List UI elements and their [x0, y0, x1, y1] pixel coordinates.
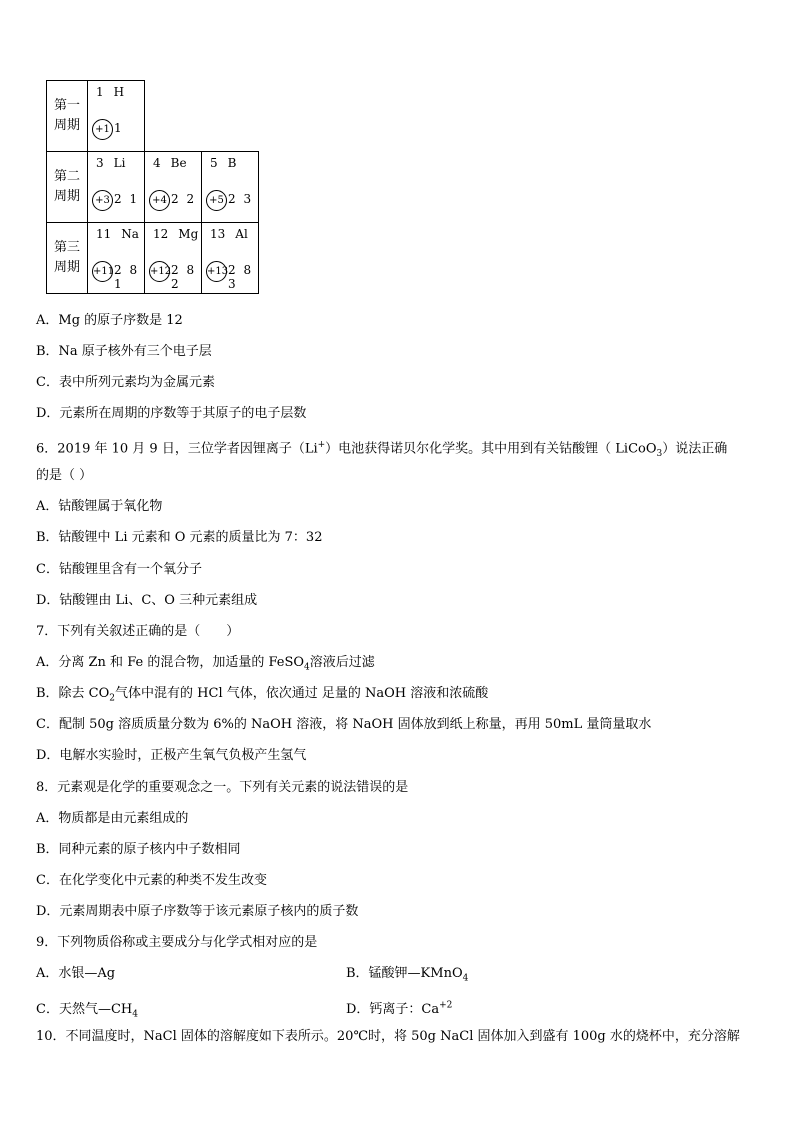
q9-options-row2	[36, 998, 452, 1023]
q5-option-c: C．表中所列元素均为金属元素	[36, 375, 215, 390]
q8-stem: 8．元素观是化学的重要观念之一。下列有关元素的说法错误的是	[36, 780, 409, 795]
q9-option-a: A．水银—Ag	[36, 966, 116, 981]
q9-option-d: D．钙离子：$Ca^{+2}$	[346, 1001, 453, 1018]
nucleus-icon: +5	[206, 190, 227, 211]
q7-option-a: A．分离 Zn 和 Fe 的混合物，加适量的 FeSO$_4$溶液后过滤	[36, 655, 375, 673]
q9-stem: 9．下列物质俗称或主要成分与化学式相对应的是	[36, 935, 318, 950]
nucleus-icon: +1	[92, 119, 113, 140]
nucleus-icon: +4	[149, 190, 170, 211]
element-cell-b: 5 B +5 2 3	[202, 152, 259, 223]
q5-option-a: A．Mg 的原子序数是 12	[36, 313, 183, 328]
element-cell-li: 3 Li +3 2 1	[88, 152, 145, 223]
q9-options-row1	[36, 966, 468, 987]
q8-option-c: C．在化学变化中元素的种类不发生改变	[36, 873, 267, 888]
q8-option-d: D．元素周期表中原子序数等于该元素原子核内的质子数	[36, 904, 359, 919]
q7-option-b: B．除去 $CO_2$气体中混有的 HCl 气体，依次通过 足量的 NaOH 溶液和浓硫酸	[36, 686, 489, 704]
q7-option-c: C．配制 50g 溶质质量分数为 6%的 NaOH 溶液，将 NaOH 固体放到纸上称量，再用 50mL 量筒量取水	[36, 717, 652, 732]
q6-stem-cont: 的是（ ）	[36, 468, 93, 483]
element-cell-mg: 12 Mg +12 2 8 2	[145, 223, 202, 294]
q6-option-b: B．钴酸锂中 Li 元素和 O 元素的质量比为 7：32	[36, 530, 323, 545]
q5-option-d: D．元素所在周期的序数等于其原子的电子层数	[36, 406, 307, 421]
q6-option-d: D．钴酸锂由 Li、C、O 三种元素组成	[36, 593, 258, 608]
nucleus-icon: +3	[92, 190, 113, 211]
period-label: 第二 周期	[47, 152, 88, 223]
nucleus-icon: +11	[92, 261, 113, 282]
periodic-table	[46, 80, 259, 294]
q7-stem: 7．下列有关叙述正确的是（ ）	[36, 624, 240, 639]
element-cell-na: 11 Na +11 2 8 1	[88, 223, 145, 294]
nucleus-icon: +12	[149, 261, 170, 282]
q7-option-d: D．电解水实验时，正极产生氧气负极产生氢气	[36, 748, 307, 763]
q6-option-a: A．钴酸锂属于氧化物	[36, 499, 163, 514]
q9-option-b: B．锰酸钾—KMnO$_4$	[346, 966, 469, 984]
nucleus-icon: +13	[206, 261, 227, 282]
q8-option-b: B．同种元素的原子核内中子数相同	[36, 842, 241, 857]
period-label: 第一 周期	[47, 81, 88, 152]
q5-option-b: B．Na 原子核外有三个电子层	[36, 344, 212, 359]
q10-stem: 10．不同温度时，NaCl 固体的溶解度如下表所示。20℃时，将 50g NaCl 固体加入到盛有 100g 水的烧杯中，充分溶解	[36, 1029, 740, 1044]
q6-option-c: C．钴酸锂里含有一个氧分子	[36, 562, 202, 577]
element-cell-be: 4 Be +4 2 2	[145, 152, 202, 223]
q9-option-c: C．天然气$—CH_4$	[36, 1002, 138, 1020]
period-label: 第三 周期	[47, 223, 88, 294]
element-cell-h: 1 H +1 1	[88, 81, 145, 152]
q8-option-a: A．物质都是由元素组成的	[36, 811, 189, 826]
q6-stem: 6．2019 年 10 月 9 日，三位学者因锂离子（Li+）电池获得诺贝尔化学奖。其中用到有关钴酸锂（ LiCoO$_3$）说法正确	[36, 440, 728, 459]
element-cell-al: 13 Al +13 2 8 3	[202, 223, 259, 294]
